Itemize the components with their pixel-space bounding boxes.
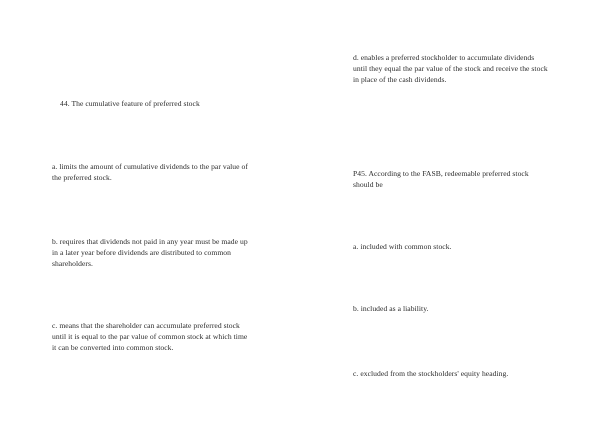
question-45-option-b: b. included as a liability. bbox=[353, 304, 429, 313]
question-44-option-c: c. means that the shareholder can accumulate preferred stock until it is equal to the par value of common stock at which time it can be converted into common stock. bbox=[52, 321, 248, 353]
question-45-option-a: a. included with common stock. bbox=[353, 242, 452, 251]
question-44-option-d: d. enables a preferred stockholder to accumulate dividends until they equal the par value of the stock and receive the stock in place of the cash dividends. bbox=[353, 53, 548, 85]
question-45-option-c: c. excluded from the stockholders' equity heading. bbox=[353, 369, 509, 378]
question-45-stem: P45. According to the FASB, redeemable preferred stock should be bbox=[353, 169, 529, 190]
question-44-stem: 44. The cumulative feature of preferred stock bbox=[60, 99, 200, 108]
question-44-option-a: a. limits the amount of cumulative dividends to the par value of the preferred stock. bbox=[52, 162, 248, 183]
question-44-option-b: b. requires that dividends not paid in any year must be made up in a later year before dividends are distributed to common shareholders. bbox=[52, 237, 248, 269]
